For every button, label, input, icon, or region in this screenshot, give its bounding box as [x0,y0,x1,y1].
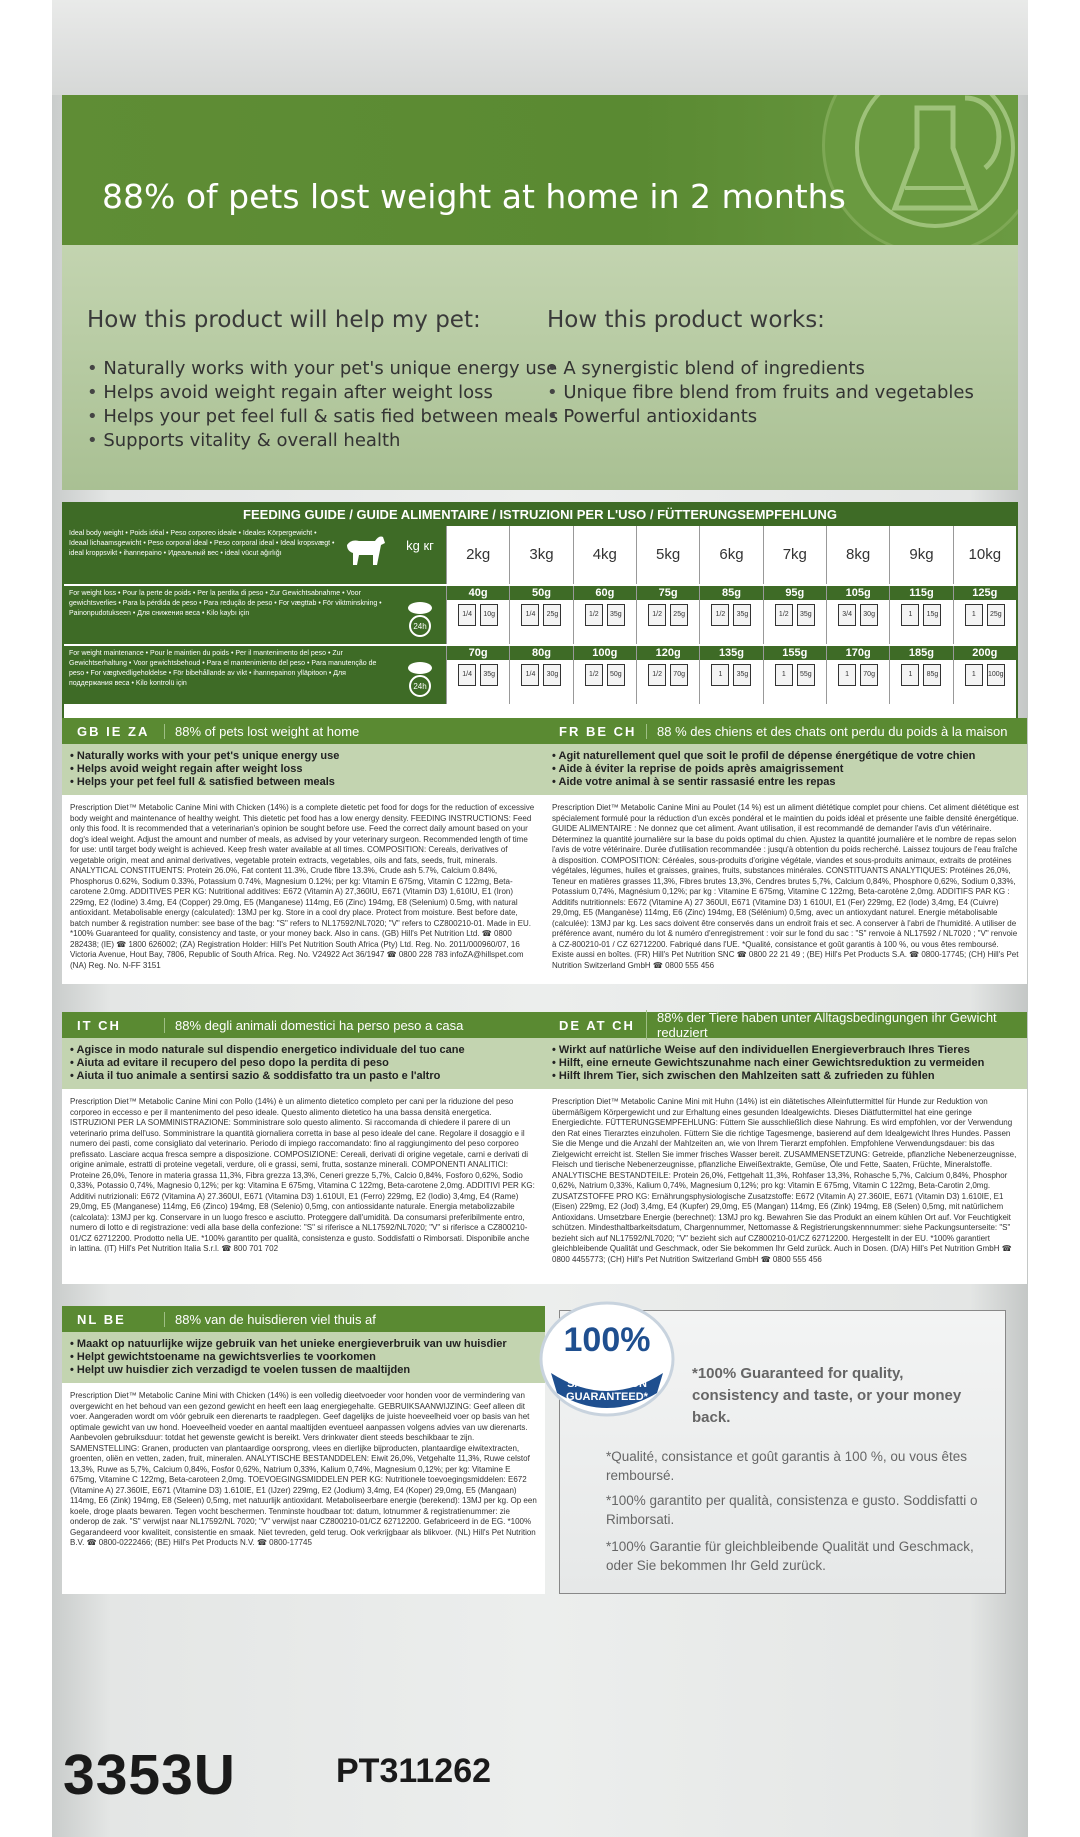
feeding-cell [509,586,572,644]
cup-icon: 100g [987,664,1005,686]
bowl-24h-icon [394,586,446,644]
dog-icon [341,529,389,581]
section-it [62,1012,545,1284]
benefits-works-title: How this product works: [547,307,825,333]
feeding-cell [826,646,889,704]
grams-label: 185g [890,646,952,660]
feeding-cell [699,586,762,644]
grams-label: 155g [764,646,826,660]
feeding-cell [699,646,762,704]
weight-cell: 9kg [889,526,952,584]
section-nl [62,1306,545,1594]
bowl-24h-icon [394,646,446,704]
svg-text:100%: 100% [563,1321,651,1359]
cup-icon: 3/4 [838,604,856,626]
hero-banner [62,95,1018,245]
weight-cell: 10kg [953,526,1016,584]
pt-code: PT311262 [336,1752,492,1790]
feeding-cell [763,586,826,644]
feeding-cell [446,646,509,704]
section-body: Prescription Diet™ Metabolic Canine Mini con Pollo (14%) è un alimento dietetico completo per cani per la riduzione del peso corporeo in eccesso e per il mantenimento del peso ideale. Questo alimento dietetico ha una bassa densità energetica. ISTRUZIONI PER LA SOMMINISTRAZIONE: Somministrare solo questo alimento. Si raccomanda di chiedere il parere di un veterinario prima dell'uso. Somministrare la quantità giornaliera corretta in base al peso ideale del cane. Regolare il dosaggio e il numero dei pasti, come consigliato dal veterinario. Periodo di impiego raccomandato: fino al raggiungimento del peso corporeo prefissato. Lasciare acqua fresca sempre a disposizione. COMPOSIZIONE: Cereali, derivati di origine vegetale, carni e derivati di origine animale, estratti di proteine vegetali, verdure, oli e grassi, semi, frutta, sostanze minerali. COMPONENTI ANALITICI: Proteine 26,0%, Tenore in materia grassa 11,3%, Fibra grezza 13,3%, Ceneri grezze 5,7%, Calcio 0,84%, Fosforo 0,62%, Sodio 0,33%, Potassio 0,74%, Magnesio 0,12%; per kg: Vitamina E 675mg, Vitamina C 122mg, Beta-carotene 2,0mg. ADDITIVI PER KG: Additivi nutrizionali: E672 (Vitamina A) 27.360UI, E671 (Vitamina D3) 1.610UI, E1 (Ferro) 229mg, E2 (Iodio) 3,4mg, E4 (Rame) 29,0mg, E5 (Manganese) 114mg, E6 (Zinco) 194mg, E8 (Selenio) 0,5mg, con antiossidante naturale. Energia metabolizzabile (calcolata): 13MJ per kg. Conservare in un luogo fresco e asciutto. Proteggere dall'umidità. Da consumarsi preferibilmente entro, numero di lotto e di registrazione: vedi alla base della confezione: "S" si riferisce a NL17592/NL7020; "V" si riferisce a CZ800210-01/CZ 62712200. Prodotto nella UE. *100% garantito per qualità, consistenza e gusto. Soddisfatti o Rimborsati. Disponibile anche in lattina. (IT) Hill's Pet Nutrition Italia S.r.l. ☎ 800 701 702 [70,1097,535,1253]
loss-cells [446,586,1016,644]
cup-icon: 30g [543,664,561,686]
weight-cells [446,526,1016,584]
cup-icon: 1 [901,604,919,626]
grams-label: 60g [574,586,636,600]
benefit-item: • Naturally works with your pet's unique energy use [87,357,558,381]
grams-label: 50g [510,586,572,600]
cup-icon: 1/2 [585,604,603,626]
grams-label: 95g [764,586,826,600]
benefits-help-title: How this product will help my pet: [87,307,481,333]
flask-stethoscope-icon [822,95,1018,245]
bullet: • Maakt op natuurlijke wijze gebruik van het unieke energieverbruik van uw huisdier [70,1338,537,1351]
svg-text:SATISFACTION: SATISFACTION [567,1378,647,1390]
weight-cell: 2kg [446,526,509,584]
country-codes: DE AT CH [559,1017,635,1033]
weight-cell: 3kg [509,526,572,584]
cup-icon: 1 [965,664,983,686]
section-title: 88% of pets lost weight at home [164,724,545,739]
works-item: • Unique fibre blend from fruits and vegetables [547,381,974,405]
cup-icon: 1 [711,664,729,686]
cup-icon: 1 [775,664,793,686]
grams-label: 100g [574,646,636,660]
svg-text:24h: 24h [413,682,427,691]
bullet: • Agisce in modo naturale sul dispendio energetico individuale del tuo cane [70,1044,537,1057]
feeding-weight-row [64,526,1016,584]
country-codes: GB IE ZA [77,723,150,739]
section-title: 88% van de huisdieren viel thuis af [164,1312,545,1327]
cup-icon: 35g [733,604,751,626]
country-codes: IT CH [77,1017,121,1033]
cup-icon: 1/2 [711,604,729,626]
cup-icon: 50g [607,664,625,686]
cup-icon: 1/2 [648,664,666,686]
grams-label: 40g [447,586,509,600]
cup-icon: 1/2 [585,664,603,686]
benefits-works [547,307,974,429]
maint-cells [446,646,1016,704]
works-item: • A synergistic blend of ingredients [547,357,974,381]
cup-icon: 1/4 [521,664,539,686]
weight-label: Ideal body weight • Poids idéal • Peso corporeo ideale • Ideales Körpergewicht • Ideaal lichaamsgewicht • Peso corporal ideal • Peso corporal ideal • Ideal kropsvægt • ideal kroppsvikt • ihannepaino • Идеальный вес • ideal vücut ağırlığı [69,530,335,557]
cup-icon: 1 [901,664,919,686]
cup-icon: 1 [965,604,983,626]
bullet: • Aiuta ad evitare il recupero del peso dopo la perdita di peso [70,1057,537,1070]
grams-label: 75g [637,586,699,600]
cup-icon: 1/4 [521,604,539,626]
bullet: • Agit naturellement quel que soit le profil de dépense énergétique de votre chien [552,750,1019,763]
cup-icon: 35g [733,664,751,686]
benefits-panel [62,245,1018,490]
cup-icon: 1/4 [458,664,476,686]
cup-icon: 25g [543,604,561,626]
feeding-loss-row [64,586,1016,644]
bullet: • Aide votre animal à se sentir rassasié entre les repas [552,776,1019,789]
svg-text:24h: 24h [413,622,427,631]
feeding-cell [889,586,952,644]
feeding-cell [446,586,509,644]
country-codes: FR BE CH [559,723,637,739]
section-body: Prescription Diet™ Metabolic Canine Mini mit Huhn (14%) ist ein diätetisches Alleinfuttermittel für Hunde zur Reduktion von übermäßigem Körpergewicht und zur Erhaltung eines gesunden Idealgewichts. Dieses Diätfuttermittel hat eine geringe Energiedichte. FÜTTERUNGSEMPFEHLUNG: Füttern Sie ausschließlich diese Nahrung. Es wird empfohlen, vor der Verwendung den Rat eines Tierarztes einzuholen. Füttern Sie die richtige Tagesmenge, basierend auf dem Idealgewicht Ihres Hundes. Passen Sie die Menge und die Anzahl der Mahlzeiten an, wie von Ihrem Tierarzt empfohlen. Empfohlene Verwendungsdauer: bis das Zielgewicht erreicht ist. Stellen Sie immer frisches Wasser bereit. ZUSAMMENSETZUNG: Getreide, pflanzliche Nebenerzeugnisse, Fleisch und tierische Nebenerzeugnisse, pflanzliche Eiweißextrakte, Gemüse, Öle und Fette, Saaten, Früchte, Mineralstoffe. ANALYTISCHE BESTANDTEILE: Protein 26,0%, Fettgehalt 11,3%, Rohfaser 13,3%, Rohasche 5,7%, Calcium 0,84%, Phosphor 0,62%, Natrium 0,33%, Kalium 0,74%, Magnesium 0,12%; pro kg: Vitamin E 675mg, Vitamin C 122mg, Beta-Carotin 2,0mg. ZUSATZSTOFFE PRO KG: Ernährungsphysiologische Zusatzstoffe: E672 (Vitamin A) 27.360IE, E671 (Vitamin D3) 1.610IE, E1 (Eisen) 229mg, E2 (Jod) 3,4mg, E4 (Kupfer) 29,0mg, E5 (Mangan) 114mg, E6 (Zink) 194mg, E8 (Selen) 0,5mg, mit natürlichem Antioxidans. Umsetzbare Energie (berechnet): 13MJ pro kg. Bewahren Sie das Produkt an einem kühlen Ort auf. Vor Feuchtigkeit schützen. Mindesthaltbarkeitsdatum, Chargennummer, Nettomasse & Registrierungskennnummer: siehe Packungsunterseite: "S" bezieht sich auf NL17592/NL7020; "V" bezieht sich auf CZ800210-01/CZ 62712200. Hergestellt in der EU. *100% garantiert gleichbleibende Qualität und Geschmack, oder Sie bekommen Ihr Geld zurück. Auch in Dosen. (D/A) Hill's Pet Nutrition GmbH ☎ 0800 4455773; (CH) Hill's Pet Nutrition Switzerland GmbH ☎ 0800 555 456 [552,1097,1017,1264]
grams-label: 125g [954,586,1016,600]
feeding-cell [889,646,952,704]
feeding-cell [826,586,889,644]
cup-icon: 30g [860,604,878,626]
feeding-cell [953,586,1016,644]
bullet: • Helpt gewichtstoename na gewichtsverlies te voorkomen [70,1351,537,1364]
feeding-cell [953,646,1016,704]
cup-icon: 35g [607,604,625,626]
product-code: 3353U [63,1743,236,1807]
grams-label: 80g [510,646,572,660]
weight-unit: kg кг [394,526,446,584]
cup-icon: 25g [670,604,688,626]
cup-icon: 25g [987,604,1005,626]
grams-label: 120g [637,646,699,660]
guarantee-text-it: *100% garantito per qualità, consistenza e gusto. Soddisfatti o Rimborsati. [606,1493,978,1527]
grams-label: 115g [890,586,952,600]
section-body: Prescription Diet™ Metabolic Canine Mini with Chicken (14%) is a complete dietetic pet food for dogs for the reduction of excessive body weight and maintenance of healthy weight. This dietetic pet food has a low energy density. FEEDING INSTRUCTIONS: Feed only this food. It is recommended that a veterinarian's opinion be sought before use. Feed the correct daily amount based on your dog's ideal weight. Adjust the amount and number of meals, as advised by your veterinary surgeon. Recommended length of time for use: until target body weight is achieved. Keep fresh water available at all times. COMPOSITION: Cereals, derivatives of vegetable origin, meat and animal derivatives, vegetable protein extracts, vegetables, oils and fats, seeds, fruit, minerals. ANALYTICAL CONSTITUENTS: Protein 26.0%, Fat content 11.3%, Crude fibre 13.3%, Crude ash 5.7%, Calcium 0.84%, Phosphorus 0.62%, Sodium 0.33%, Potassium 0.74%, Magnesium 0.12%; per kg: Vitamin E 675mg, Vitamin C 122mg, Beta-carotene 2.0mg. ADDITIVES PER KG: Nutritional additives: E672 (Vitamin A) 27,360IU, E671 (Vitamin D3) 1,610IU, E1 (Iron) 229mg, E2 (Iodine) 3.4mg, E4 (Copper) 29.0mg, E5 (Manganese) 114mg, E6 (Zinc) 194mg, E8 (Selenium) 0.5mg, with natural antioxidant. Metabolisable energy (calculated): 13MJ per kg. Store in a cool dry place. Protect from moisture. Best before date, batch number & registration number: see base of the bag: "S" refers to NL17592/NL7020; "V" refers to CZ800210-01. Made in EU. *100% Guaranteed for quality, consistency and taste, or your money back. Also in cans. (GB) Hill's Pet Nutrition Ltd. ☎ 0800 282438; (IE) ☎ 1800 626002; (ZA) Registration Holder: Hill's Pet Nutrition South Africa (Pty) Ltd. Reg. No. 2011/000960/07, 16 Victoria Avenue, Hout Bay, 7806, Republic of South Africa. Reg. No. V24922 Act 36/1947 ☎ 0800 228 783 infoZA@hillspet.com (NA) Reg. No. N-FF 3151 [70,803,535,970]
cup-icon: 55g [797,664,815,686]
loss-label: For weight loss • Pour la perte de poids • Per la perdita di peso • Zur Gewichtsabnahme • Voor gewichtsverlies • Para la pérdida de peso • Para redução de peso • For vægttab • För viktminskning • Painonpudotukseen • Для снижения веса • Kilo kaybı için [64,586,394,644]
country-codes: NL BE [77,1311,126,1327]
feeding-cell [573,646,636,704]
weight-cell: 8kg [826,526,889,584]
section-gb [62,718,545,984]
feeding-maint-row [64,646,1016,704]
section-de [544,1012,1027,1284]
bullet: • Helps your pet feel full & satisfied between meals [70,776,537,789]
grams-label: 105g [827,586,889,600]
section-title: 88% der Tiere haben unter Alltagsbedingungen ihr Gewicht reduziert [646,1010,1027,1040]
benefit-item: • Helps avoid weight regain after weight loss [87,381,558,405]
satisfaction-box [559,1310,1006,1594]
bullet: • Hilft, eine erneute Gewichtszunahme nach einer Gewichtsreduktion zu vermeiden [552,1057,1019,1070]
section-title: 88% degli animali domestici ha perso peso a casa [164,1018,545,1033]
guarantee-text-fr: *Qualité, consistance et goût garantis à 100 %, ou vous êtes remboursé. [606,1449,967,1483]
grams-label: 170g [827,646,889,660]
bullet: • Hilft Ihrem Tier, sich zwischen den Mahlzeiten satt & zufrieden zu fühlen [552,1070,1019,1083]
feeding-guide-title: FEEDING GUIDE / GUIDE ALIMENTAIRE / ISTRUZIONI PER L'USO / FÜTTERUNGSEMPFEHLUNG [64,504,1016,526]
cup-icon: 35g [797,604,815,626]
weight-cell: 6kg [699,526,762,584]
feeding-cell [636,646,699,704]
section-title: 88 % des chiens et des chats ont perdu du poids à la maison [646,724,1027,739]
bullet: • Naturally works with your pet's unique energy use [70,750,537,763]
feeding-guide [62,502,1018,726]
grams-label: 70g [447,646,509,660]
cup-icon: 1/2 [775,604,793,626]
cup-icon: 10g [480,604,498,626]
cup-icon: 35g [480,664,498,686]
cup-icon: 1/4 [458,604,476,626]
cup-icon: 1/2 [648,604,666,626]
bullet: • Aiuta il tuo animale a sentirsi sazio & soddisfatto tra un pasto e l'altro [70,1070,537,1083]
bullet: • Helpt uw huisdier zich verzadigd te voelen tussen de maaltijden [70,1364,537,1377]
benefit-item: • Supports vitality & overall health [87,429,558,453]
cup-icon: 70g [860,664,878,686]
benefit-item: • Helps your pet feel full & satis fied between meals [87,405,558,429]
weight-cell: 4kg [573,526,636,584]
section-fr [544,718,1027,984]
benefits-help [87,307,558,453]
feeding-cell [636,586,699,644]
bullet: • Helps avoid weight regain after weight loss [70,763,537,776]
bag-top-seal [52,0,1028,95]
grams-label: 200g [954,646,1016,660]
weight-cell: 5kg [636,526,699,584]
bullet: • Aide à éviter la reprise de poids après amaigrissement [552,763,1019,776]
guarantee-text-en: *100% Guaranteed for quality, consistency and taste, or your money back. [692,1365,962,1426]
guarantee-text-de: *100% Garantie für gleichbleibende Qualität und Geschmack, oder Sie bekommen Ihr Geld zurück. [606,1539,974,1573]
weight-cell: 7kg [763,526,826,584]
cup-icon: 15g [923,604,941,626]
feeding-cell [573,586,636,644]
section-body: Prescription Diet™ Metabolic Canine Mini with Chicken (14%) is een volledig dieetvoeder voor honden voor de vermindering van overgewicht en het behoud van een gezond gewicht en heeft een laag energiegehalte. GEBRUIKSAANWIJZING: Geef alleen dit voer. Aangeraden wordt om vóór gebruik een dierenarts te raadplegen. Geef dagelijks de juiste hoeveelheid voer op basis van het optimale gewicht van uw hond. Hoeveelheid voeder en aantal maaltijden eventueel aanpassen volgens advies van uw dierenarts. Aanbevolen gebruiksduur: totdat het gewenste gewicht is bereikt. Vers drinkwater dient steeds beschikbaar te zijn. SAMENSTELLING: Granen, producten van plantaardige oorsprong, vlees en dierlijke bijproducten, plantaardige eiwitextracten, groenten, oliën en vetten, zaden, fruit, mineralen. ANALYTISCHE BESTANDDELEN: Eiwit 26,0%, Vetgehalte 11,3%, Ruwe celstof 13,3%, Ruwe as 5,7%, Calcium 0,84%, Fosfor 0,62%, Natrium 0,33%, Kalium 0,74%, Magnesium 0,12%; per kg: Vitamine E 675mg, Vitamine C 122mg, Beta-caroteen 2,0mg. TOEVOEGINGSMIDDELEN PER KG: Nutritionele toevoegingsmiddelen: E672 (Vitamine A) 27.360IE, E671 (Vitamine D3) 1.610IE, E1 (IJzer) 229mg, E2 (Jodium) 3,4mg, E4 (Koper) 29,0mg, E5 (Mangaan) 114mg, E6 (Zink) 194mg, E8 (Seleen) 0,5mg, met natuurlijk antioxidant. Metaboliseerbare energie (berekend): 13MJ per kg. Op een koele, droge plaats bewaren. Tegen vocht beschermen. Tenminste houdbaar tot: datum, lotnummer & registratienummer: zie onderop de zak. "S" verwijst naar NL17592/NL 7020; "V" verwijst naar CZ800210-01/CZ 62712200. Gefabriceerd in de EG. *100% Gegarandeerd voor kwaliteit, consistentie en smaak. Niet tevreden, geld terug. Ook verkrijgbaar als blikvoer. (NL) Hill's Pet Nutrition B.V. ☎ 0800-0222466; (BE) Hill's Pet Products N.V. ☎ 0800-17745 [70,1391,537,1547]
feeding-cell [763,646,826,704]
svg-text:GUARANTEED*: GUARANTEED* [566,1391,648,1403]
cup-icon: 70g [670,664,688,686]
satisfaction-badge-icon [537,1301,677,1431]
grams-label: 85g [700,586,762,600]
maint-label: For weight maintenance • Pour le maintien du poids • Per il mantenimento del peso • Zur Gewichtserhaltung • Voor gewichtsbehoud • Para el mantenimiento del peso • Para manutenção de peso • For vægtvedligeholdelse • För bibehållande av vikt • ihannepainon ylläpitoon • Для поддержания веса • Kilo kontrolü için [64,646,394,704]
feeding-cell [509,646,572,704]
cup-icon: 85g [923,664,941,686]
section-body: Prescription Diet™ Metabolic Canine Mini au Poulet (14 %) est un aliment diététique complet pour chiens. Cet aliment diététique est spécialement formulé pour la réduction d'un excès pondéral et le maintien du poids idéal et présente une faible densité énergétique. GUIDE ALIMENTAIRE : Ne donnez que cet aliment. Avant utilisation, il est recommandé de demander l'avis d'un vétérinaire. Déterminez la quantité journalière sur la base du poids optimal du chien. Ajustez la quantité journalière et le nombre de repas selon l'avis de votre vétérinaire. Durée d'utilisation recommandée : jusqu'à obtention du poids recherché. Laissez toujours de l'eau fraîche à disposition. COMPOSITION: Céréales, sous-produits d'origine végétale, viandes et sous-produits animaux, extraits de protéines végétales, légumes, huiles et graisses, graines, fruits, substances minérales. CONSTITUANTS ANALYTIQUES: Protéines 26,0%, Teneur en matières grasses 11,3%, Fibres brutes 13,3%, Cendres brutes 5,7%, Calcium 0,84%, Phosphore 0,62%, Sodium 0,33%, Potassium 0,74%, Magnésium 0,12%; par kg : Vitamine E 675mg, Vitamine C 122mg, Beta-carotène 2,0mg. ADDITIFS PAR KG : Additifs nutritionnels: E672 (Vitamine A) 27 360UI, E671 (Vitamine D3) 1 610UI, E1 (Fer) 229mg, E2 (Iode) 3,4mg, E4 (Cuivre) 29,0mg, E5 (Manganèse) 114mg, E6 (Zinc) 194mg, E8 (Sélénium) 0,5mg, avec un antioxydant naturel. Energie métabolisable (calculée): 13MJ par kg. Les sacs doivent être conservés dans un endroit frais et sec. A conserver à l'abri de l'humidité. A utiliser de préférence avant, numéro du lot & numéro d'enregistrement : voir sur le fond du sac : "S" renvoie à NL17592 / NL7020 ; "V" renvoie à CZ-800210-01 / CZ 62712200. Fabriqué dans l'UE. *Qualité, consistance et goût garantis à 100 %, ou vous êtes remboursé. Existe aussi en boîtes. (FR) Hill's Pet Nutrition SNC ☎ 0800 22 21 49 ; (BE) Hill's Pet Products S.A. ☎ 0800-17745; (CH) Hill's Pet Nutrition Switzerland GmbH ☎ 0800 555 456 [552,803,1019,970]
works-item: • Powerful antioxidants [547,405,974,429]
cup-icon: 1 [838,664,856,686]
hero-title: 88% of pets lost weight at home in 2 months [102,177,846,216]
grams-label: 135g [700,646,762,660]
bullet: • Wirkt auf natürliche Weise auf den individuellen Energieverbrauch Ihres Tieres [552,1044,1019,1057]
